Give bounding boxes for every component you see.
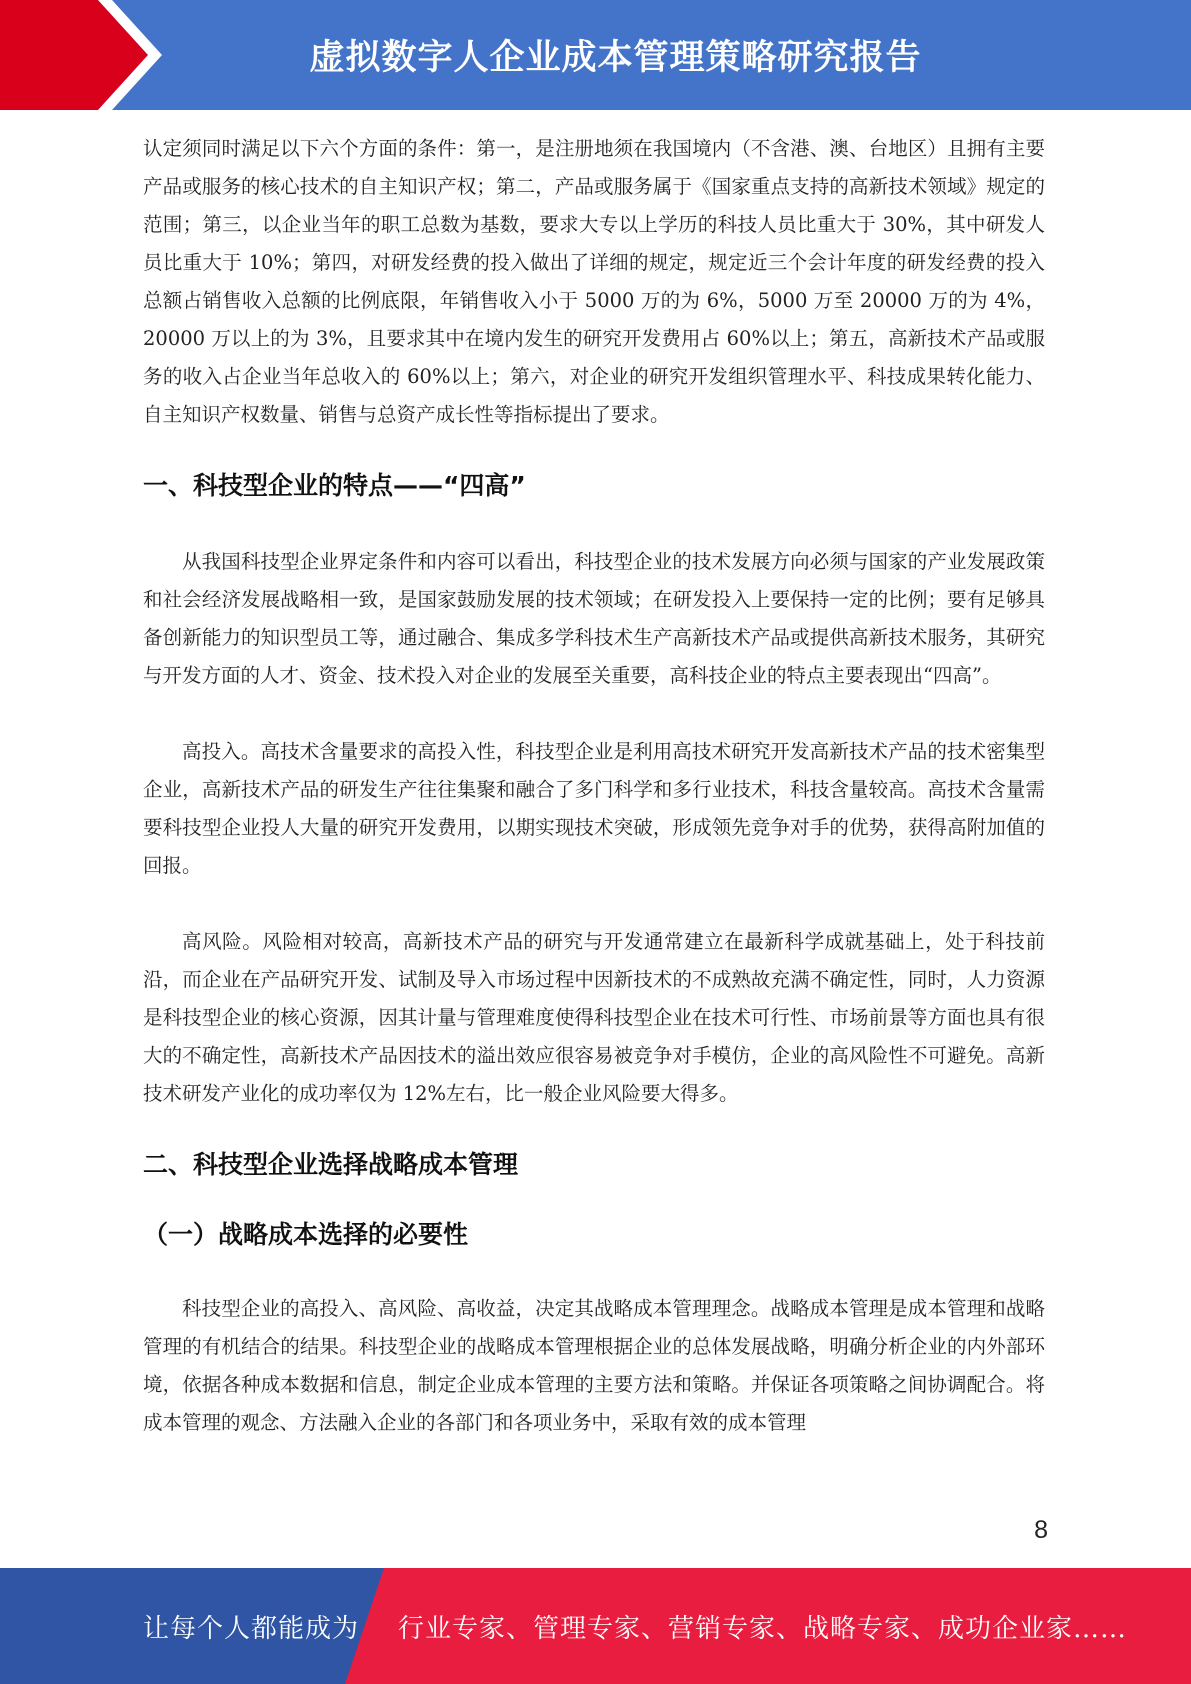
subsection-heading: （一）战略成本选择的必要性 [143, 1220, 469, 1249]
footer-slogan-left: 让每个人都能成为 [143, 1613, 360, 1644]
paragraph-strategy: 科技型企业的高投入、高风险、高收益，决定其战略成本管理理念。战略成本管理是成本管理和战略管理的有机结合的结果。科技型企业的战略成本管理根据企业的总体发展战略，明确分析企业的内外部环境，依据各种成本数据和信息，制定企业成本管理的主要方法和策略。并保证各项策略之间协调配合。将成本管理的观念、方法融入企业的各部门和各项业务中，采取有效的成本管理 [143, 1297, 1045, 1434]
report-title: 虚拟数字人企业成本管理策略研究报告 [309, 38, 922, 78]
footer-slogan-right: 行业专家、管理专家、营销专家、战略专家、成功企业家…… [398, 1613, 1128, 1644]
paragraph-characteristics: 从我国科技型企业界定条件和内容可以看出，科技型企业的技术发展方向必须与国家的产业发展政策和社会经济发展战略相一致，是国家鼓励发展的技术领域；在研发投入上要保持一定的比例；要有足够具备创新能力的知识型员工等，通过融合、集成多学科技术生产高新技术产品或提供高新技术服务，其研究与开发方面的人才、资金、技术投入对企业的发展至关重要，高科技企业的特点主要表现出“四高”。 [143, 550, 1045, 687]
page-number: 8 [1034, 1516, 1048, 1544]
section-heading-2: 二、科技型企业选择战略成本管理 [143, 1150, 519, 1179]
page-footer [0, 1568, 1191, 1684]
document-body [143, 130, 1045, 1442]
paragraph-high-investment: 高投入。高技术含量要求的高投入性，科技型企业是利用高技术研究开发高新技术产品的技术密集型企业，高新技术产品的研发生产往往集聚和融合了多门科学和多行业技术，科技含量较高。高技术含量需要科技型企业投人大量的研究开发费用，以期实现技术突破，形成领先竞争对手的优势，获得高附加值的回报。 [143, 740, 1045, 877]
paragraph-criteria: 认定须同时满足以下六个方面的条件：第一，是注册地须在我国境内（不含港、澳、台地区）且拥有主要产品或服务的核心技术的自主知识产权；第二，产品或服务属于《国家重点支持的高新技术领域》规定的范围；第三，以企业当年的职工总数为基数，要求大专以上学历的科技人员比重大于 30%，其中研发人员比重大于 10%；第四，对研发经费的投入做出了详细的规定，规定近三个会计年度的研发经费的投入总额占销售收入总额的比例底限，年销售收入小于 5000 万的为 6%，5000 万至 20000 万的为 4%，20000 万以上的为 3%，且要求其中在境内发生的研究开发费用占 60%以上；第五，高新技术产品或服务的收入占企业当年总收入的 60%以上；第六，对企业的研究开发组织管理水平、科技成果转化能力、自主知识产权数量、销售与总资产成长性等指标提出了要求。 [143, 137, 1045, 426]
page-header [0, 0, 1191, 110]
paragraph-high-risk: 高风险。风险相对较高，高新技术产品的研究与开发通常建立在最新科学成就基础上，处于科技前沿，而企业在产品研究开发、试制及导入市场过程中因新技术的不成熟故充满不确定性，同时，人力资源是科技型企业的核心资源，因其计量与管理难度使得科技型企业在技术可行性、市场前景等方面也具有很大的不确定性，高新技术产品因技术的溢出效应很容易被竞争对手模仿，企业的高风险性不可避免。高新技术研发产业化的成功率仅为 12%左右，比一般企业风险要大得多。 [143, 930, 1045, 1105]
section-heading-1: 一、科技型企业的特点——“四高” [143, 471, 526, 500]
